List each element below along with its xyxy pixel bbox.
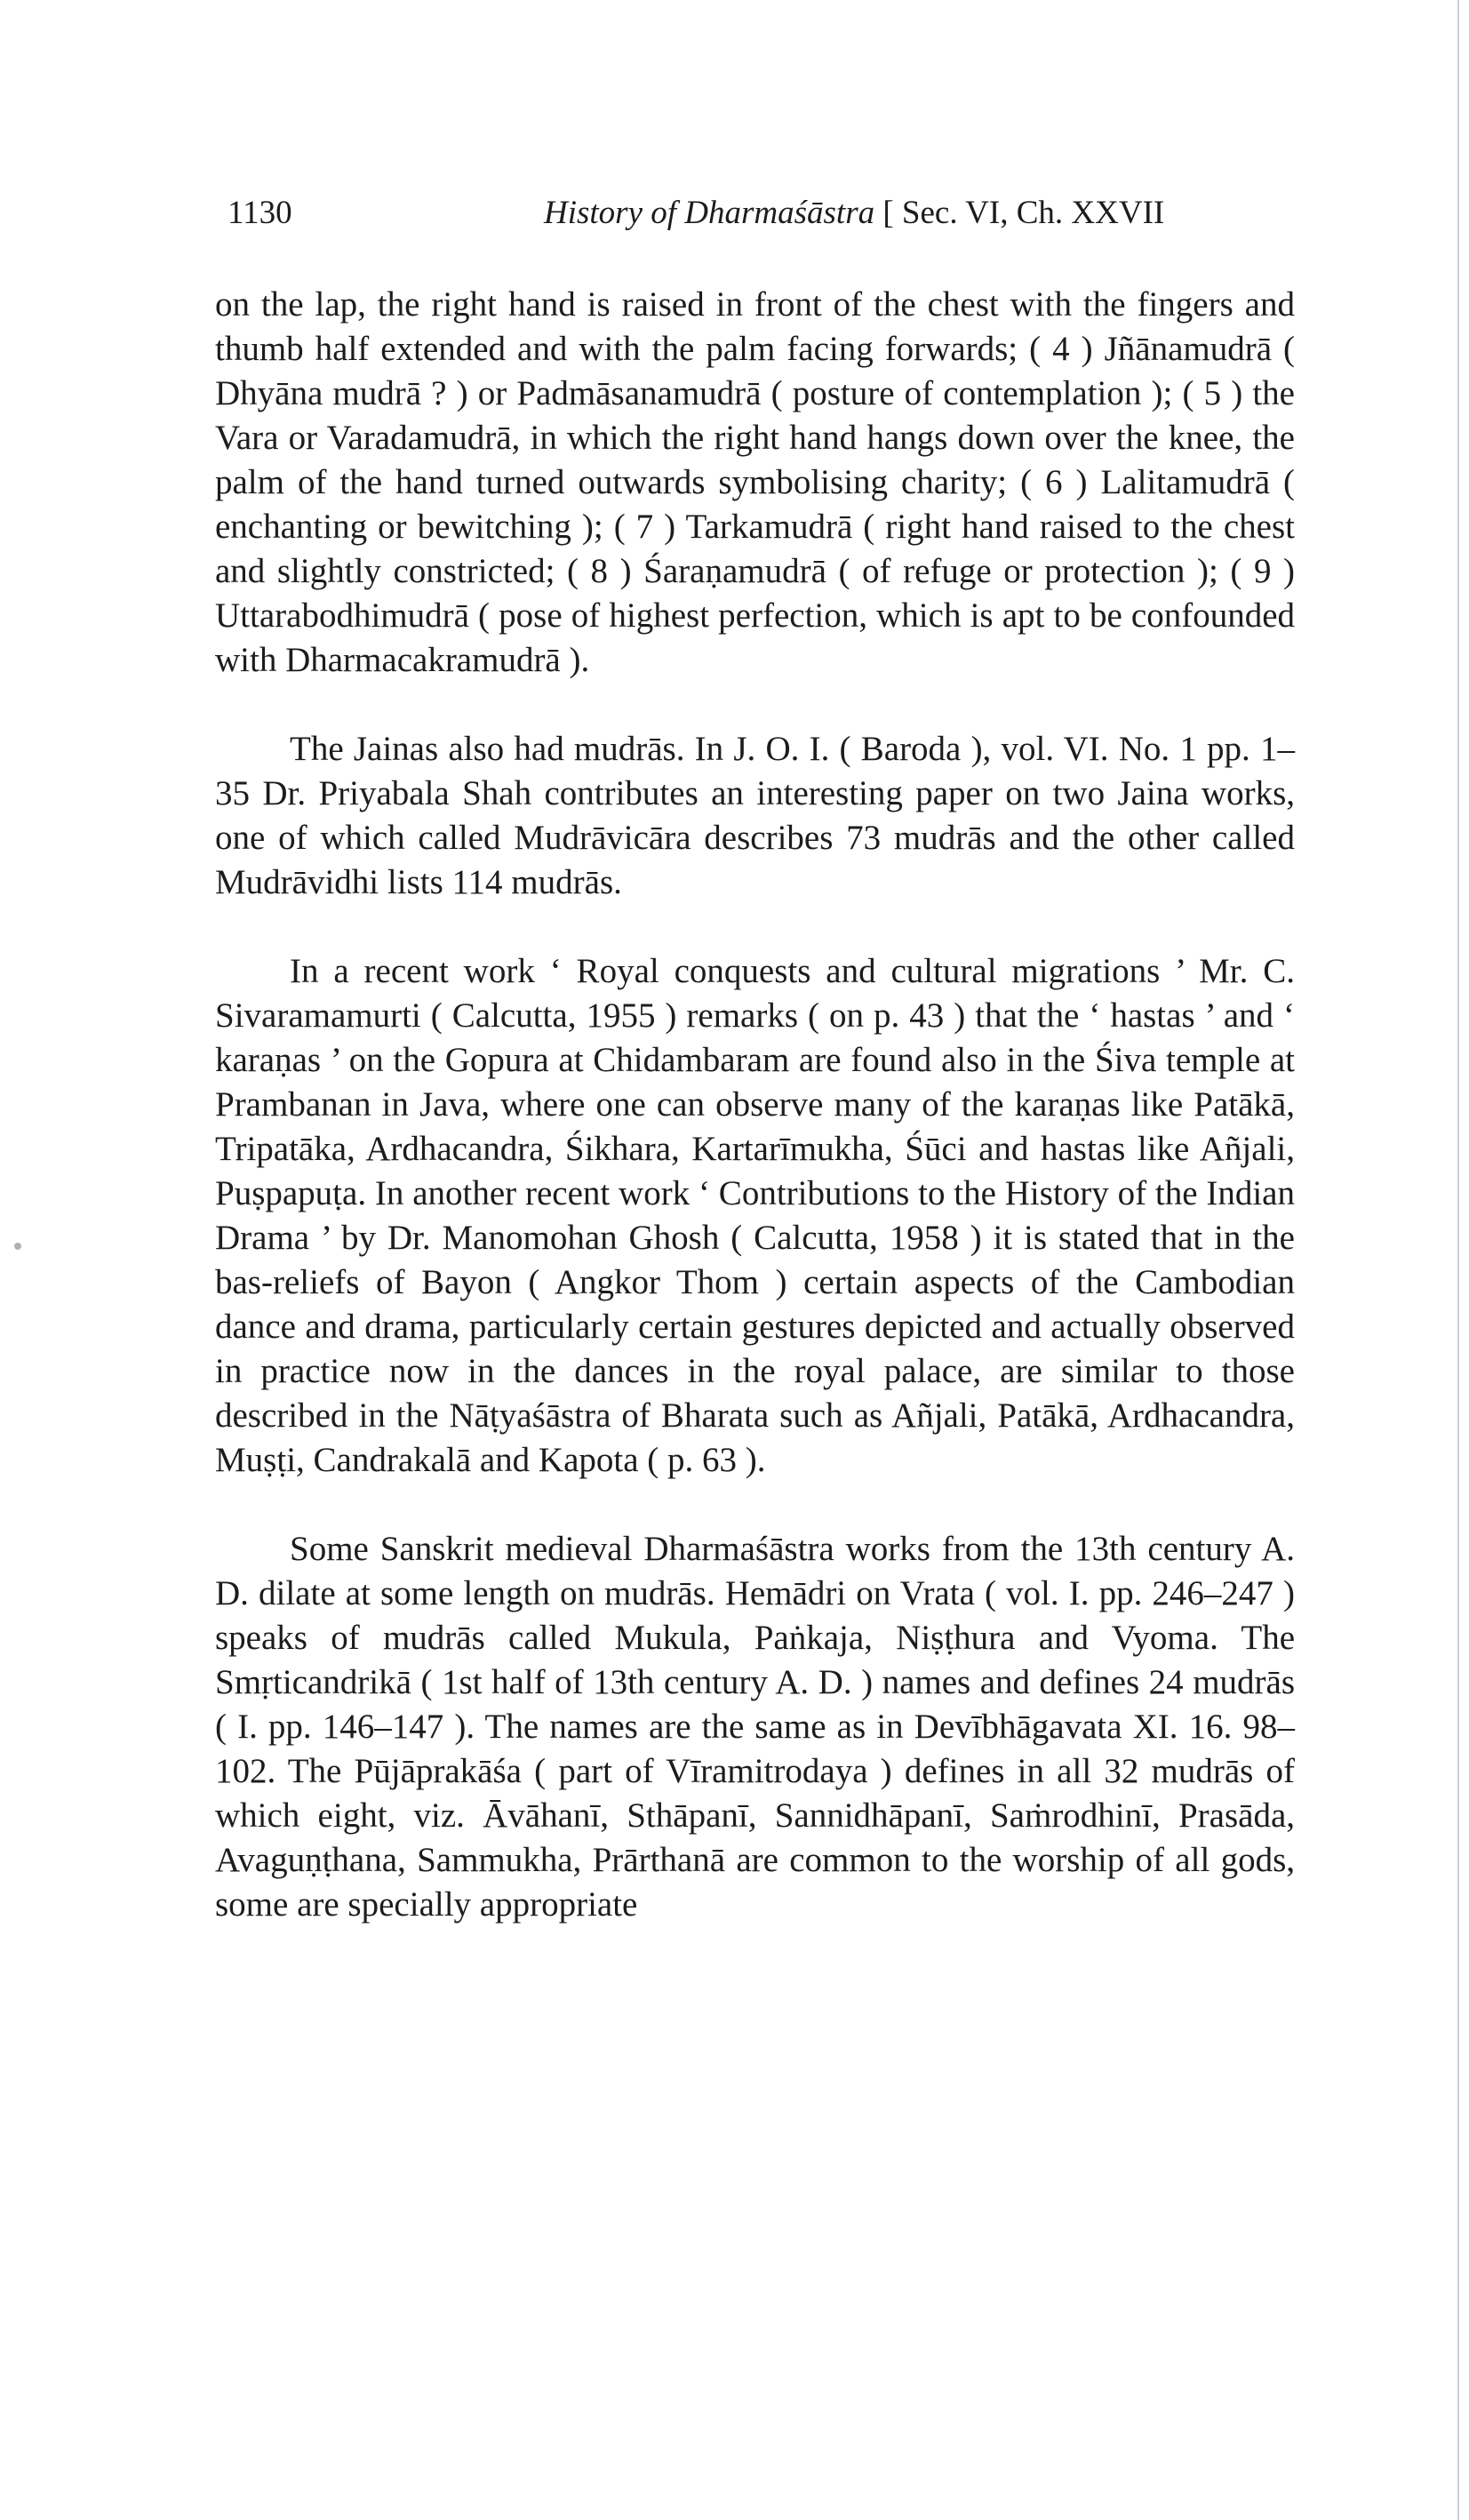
body-text	[215, 283, 1295, 1927]
running-title	[544, 187, 1164, 240]
paragraph-continued: on the lap, the right hand is raised in front of the chest with the fingers and thumb half extended and with the palm facing forwards; ( 4 ) Jñānamudrā ( Dhyāna mudrā ? ) or Padmāsanamudrā ( posture of contemplation ); ( 5 ) the Vara or Varadamudrā, in which the right hand hangs down over the knee, the palm of the hand turned outwards symbolising charity; ( 6 ) Lalitamudrā ( enchanting or bewitching ); ( 7 ) Tarkamudrā ( right hand raised to the chest and slightly constricted; ( 8 ) Śaraṇamudrā ( of refuge or protection ); ( 9 ) Uttarabodhimudrā ( pose of highest perfection, which is apt to be confounded with Dharmacakramudrā ).	[215, 285, 1295, 679]
section-reference: [ Sec. VI, Ch. XXVII	[882, 195, 1165, 231]
running-head	[215, 187, 1295, 240]
scan-edge-rule	[1457, 0, 1459, 2520]
page-number: 1130	[228, 195, 292, 231]
paragraph-sanskrit-works: Some Sanskrit medieval Dharmaśāstra works from the 13th century A. D. dilate at some length on mudrās. Hemādri on Vrata ( vol. I. pp. 246–247 ) speaks of mudrās called Mukula, Paṅkaja, Niṣṭhura and Vyoma. The Smṛticandrikā ( 1st half of 13th century A. D. ) names and defines 24 mudrās ( I. pp. 146–147 ). The names are the same as in Devībhāgavata XI. 16. 98–102. The Pūjāprakāśa ( part of Vīramitrodaya ) defines in all 32 mudrās of which eight, viz. Āvāhanī, Sthāpanī, Sannidhāpanī, Saṁrodhinī, Prasāda, Avaguṇṭhana, Sammukha, Prārthanā are common to the worship of all gods, some are specially appropriate	[215, 1530, 1295, 1924]
book-title: History of Dharmaśāstra	[544, 195, 875, 231]
paragraph-royal-conquests: In a recent work ‘ Royal conquests and cultural migrations ’ Mr. C. Sivaramamurti ( Calcutta, 1955 ) remarks ( on p. 43 ) that the ‘ hastas ’ and ‘ karaṇas ’ on the Gopura at Chidambaram are found also in the Śiva temple at Prambanan in Java, where one can observe many of the karaṇas like Patākā, Tripatāka, Ardhacandra, Śikhara, Kartarīmukha, Śūci and hastas like Añjali, Puṣpapuṭa. In another recent work ‘ Contributions to the History of the Indian Drama ’ by Dr. Manomohan Ghosh ( Calcutta, 1958 ) it is stated that in the bas-reliefs of Bayon ( Angkor Thom ) certain aspects of the Cambodian dance and drama, particularly certain gestures depicted and actually observed in practice now in the dances in the royal palace, are similar to those described in the Nāṭyaśāstra of Bharata such as Añjali, Patākā, Ardhacandra, Muṣṭi, Candrakalā and Kapota ( p. 63 ).	[215, 952, 1295, 1479]
book-page	[215, 187, 1295, 1927]
paragraph-jaina-mudras: The Jainas also had mudrās. In J. O. I. ( Baroda ), vol. VI. No. 1 pp. 1–35 Dr. Priyabala Shah contributes an interesting paper on two Jaina works, one of which called Mudrāvicāra describes 73 mudrās and the other called Mudrāvidhi lists 114 mudrās.	[215, 730, 1295, 901]
scan-speck	[14, 1243, 21, 1250]
